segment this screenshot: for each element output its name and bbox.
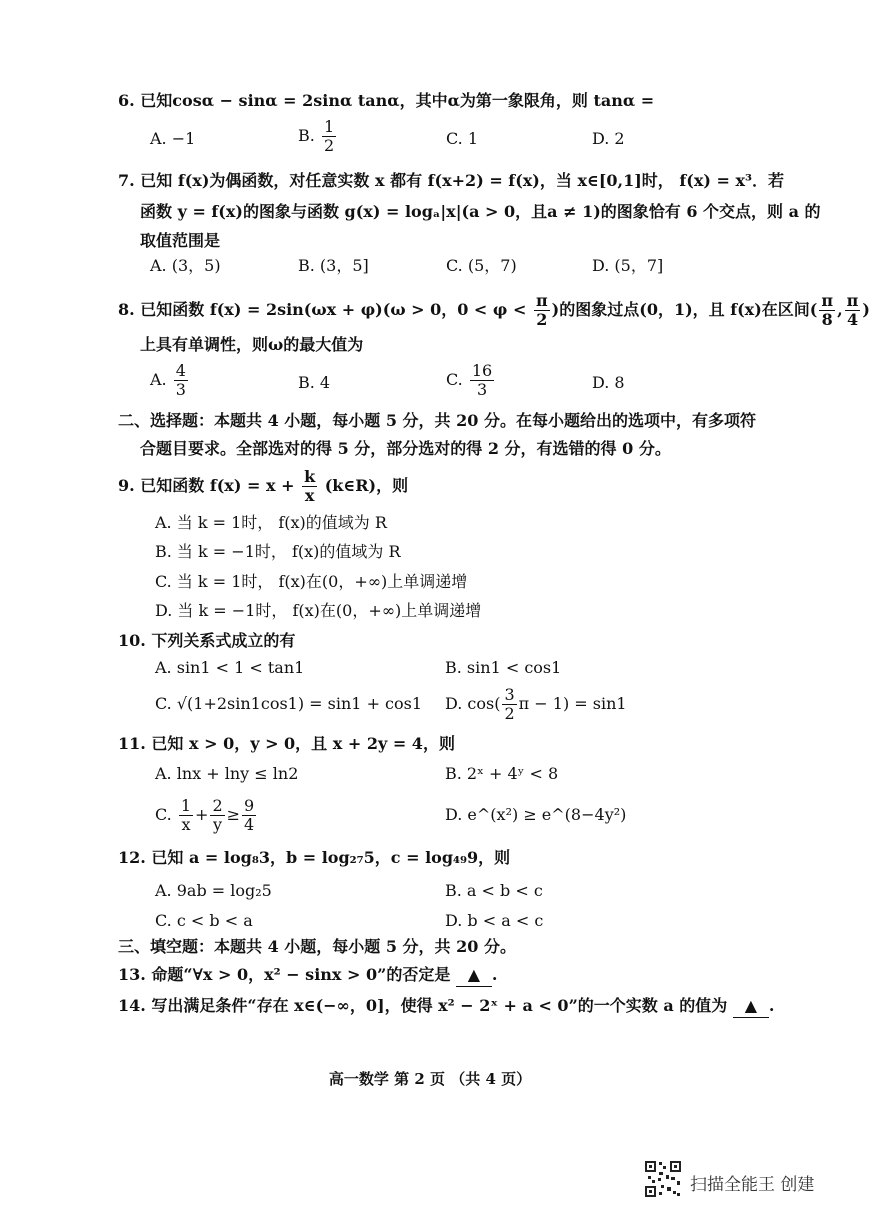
q11-c-denominator-2: y (213, 815, 223, 834)
q10-option-d (445, 684, 627, 724)
q8-line-1-part-a: 8. 已知函数 f(x) = 2sin(ωx + φ)(ω > 0，0 < φ < (118, 300, 527, 319)
q11-c-numerator-1: 1 (180, 796, 192, 815)
q6-option-b-denominator: 2 (323, 136, 335, 155)
q10-option-c: C. √(1+2sin1cos1) = sin1 + cos1 (155, 694, 423, 713)
section-2-heading-line-1: 二、选择题：本题共 4 小题，每小题 5 分，共 20 分。在每小题给出的选项中，有多项符 (118, 411, 756, 430)
q7-option-a: A. (3，5) (150, 256, 221, 275)
q9-fraction-k-over-x (302, 468, 317, 505)
q12-option-d: D. b < a < c (445, 911, 544, 930)
q12-option-c: C. c < b < a (155, 911, 253, 930)
q8-option-a-fraction (174, 362, 188, 399)
q11-c-denominator-3: 4 (244, 815, 255, 834)
q11-stem: 11. 已知 x > 0，y > 0，且 x + 2y = 4，则 (118, 734, 455, 753)
q8-option-a-label: A. (150, 370, 167, 389)
q10-option-b: B. sin1 < cos1 (445, 658, 562, 677)
q9-option-c: C. 当 k = 1时， f(x)在(0，+∞)上单调递增 (155, 572, 468, 591)
q12-option-b: B. a < b < c (445, 881, 543, 900)
q8-line-1-part-b: )的图象过点(0，1)，且 f(x)在区间( (551, 300, 818, 319)
q7-line-1: 7. 已知 f(x)为偶函数，对任意实数 x 都有 f(x+2) = f(x)，当 x∈[0,1]时， f(x) = x³．若 (118, 171, 785, 190)
q10-option-d-numerator: 3 (504, 685, 515, 704)
q10-option-d-denominator: 2 (504, 704, 515, 723)
q8-pi-numerator: π (535, 291, 548, 310)
q6-option-d: D. 2 (592, 129, 625, 148)
q14 (118, 995, 774, 1018)
q11-option-d: D. e^(x²) ≥ e^(8−4y²) (445, 805, 627, 824)
q6-option-b-label: B. (298, 126, 315, 145)
q11-option-c-fraction-3 (242, 797, 256, 834)
q6-option-c: C. 1 (446, 129, 479, 148)
q8-eight-denominator: 8 (821, 310, 833, 329)
q11-option-c-fraction-1 (179, 797, 193, 834)
q8-option-b: B. 4 (298, 373, 331, 392)
scanner-watermark: 扫描全能王 创建 (690, 1175, 815, 1195)
q6-option-b (298, 118, 338, 155)
q13-answer-blank: ▲ (456, 964, 492, 987)
q9-stem (118, 466, 408, 506)
section-3-heading: 三、填空题：本题共 4 小题，每小题 5 分，共 20 分。 (118, 937, 516, 956)
q8-fraction-pi-over-4 (845, 292, 861, 329)
q9-option-d: D. 当 k = −1时， f(x)在(0，+∞)上单调递增 (155, 601, 482, 620)
q8-line-1: 8. 已知函数 f(x) = 2sin(ωx + φ)(ω > 0，0 < φ < $\frac{\pi}{2}$ )的图象过点(0，1)，且 f(x)在区间( $\frac{\pi}{8}$ , $\frac{\pi}{4}$ ) (118, 291, 870, 329)
q6-option-a: A. −1 (150, 129, 196, 148)
q11-option-c (155, 795, 258, 835)
q11-option-c-fraction-2 (210, 797, 224, 834)
q8-line-1-part-c: ) (862, 300, 870, 319)
q8-option-c-label: C. (446, 370, 463, 389)
q13-text: 13. 命题“∀x > 0，x² − sinx > 0”的否定是 (118, 965, 451, 984)
q13-end: . (491, 965, 498, 984)
q8-option-c-numerator: 16 (471, 361, 493, 380)
q6-stem: 6. 已知cosα − sinα = 2sinα tanα，其中α为第一象限角，则 tanα = (118, 91, 655, 110)
q10-stem: 10. 下列关系式成立的有 (118, 631, 296, 650)
q8-two-denominator: 2 (536, 310, 548, 329)
q11-option-b: B. 2ˣ + 4ʸ < 8 (445, 764, 559, 783)
q9-stem-part-a: 9. 已知函数 f(x) = x + (118, 476, 295, 495)
q8-option-a (150, 362, 190, 399)
q9-stem-part-b: (k∈R)，则 (324, 476, 409, 495)
qr-code-icon (644, 1160, 682, 1198)
q7-line-3: 取值范围是 (140, 231, 221, 250)
q8-fraction-pi-over-8 (819, 292, 835, 329)
q9-x-denominator: x (304, 486, 315, 505)
q11-c-plus: + (195, 805, 209, 824)
q8-option-c (446, 362, 496, 399)
q9-k-numerator: k (304, 467, 316, 486)
q10-option-d-part-b: π − 1) = sin1 (518, 694, 627, 713)
q14-text: 14. 写出满足条件“存在 x∈(−∞，0]，使得 x² − 2ˣ + a < 0”的一个实数 a 的值为 (118, 996, 728, 1015)
q14-answer-blank: ▲ (733, 995, 769, 1018)
q11-c-numerator-3: 9 (244, 796, 255, 815)
q10-option-d-part-a: D. cos( (445, 694, 501, 713)
q6-option-b-fraction (322, 118, 336, 155)
q8-fraction-pi-over-2 (534, 292, 550, 329)
q8-option-c-denominator: 3 (476, 380, 488, 399)
q9-option-b: B. 当 k = −1时， f(x)的值域为 R (155, 542, 401, 561)
page-footer: 高一数学 第 2 页 （共 4 页） (328, 1070, 532, 1088)
q7-option-d: D. (5，7] (592, 256, 664, 275)
q7-option-b: B. (3，5] (298, 256, 369, 275)
q11-c-denominator-1: x (181, 815, 191, 834)
q6-option-b-numerator: 1 (323, 117, 335, 136)
q8-pi4-numerator: π (846, 291, 859, 310)
q14-end: . (768, 996, 775, 1015)
q10-option-d-fraction (502, 686, 516, 723)
q11-c-numerator-2: 2 (212, 796, 223, 815)
q8-option-c-fraction (470, 362, 494, 399)
q8-option-a-numerator: 4 (175, 361, 186, 380)
q13 (118, 964, 497, 987)
q11-option-a: A. lnx + lny ≤ ln2 (155, 764, 299, 783)
section-2-heading-line-2: 合题目要求。全部选对的得 5 分，部分选对的得 2 分，有选错的得 0 分。 (140, 439, 671, 458)
q11-c-ge: ≥ (226, 805, 241, 824)
q8-option-d: D. 8 (592, 373, 625, 392)
q12-option-a: A. 9ab = log₂5 (155, 881, 272, 900)
q8-pi8-numerator: π (821, 291, 834, 310)
q8-option-a-denominator: 3 (175, 380, 186, 399)
q8-four-denominator: 4 (846, 310, 859, 329)
q12-stem: 12. 已知 a = log₈3，b = log₂₇5，c = log₄₉9，则 (118, 848, 511, 867)
q7-line-2: 函数 y = f(x)的图象与函数 g(x) = logₐ|x|(a > 0，且a ≠ 1)的图象恰有 6 个交点，则 a 的 (140, 202, 821, 221)
q10-option-a: A. sin1 < 1 < tan1 (155, 658, 305, 677)
q9-option-a: A. 当 k = 1时， f(x)的值域为 R (155, 513, 387, 532)
q8-line-2: 上具有单调性，则ω的最大值为 (140, 335, 364, 354)
q7-option-c: C. (5，7) (446, 256, 517, 275)
q11-option-c-label: C. (155, 805, 172, 824)
